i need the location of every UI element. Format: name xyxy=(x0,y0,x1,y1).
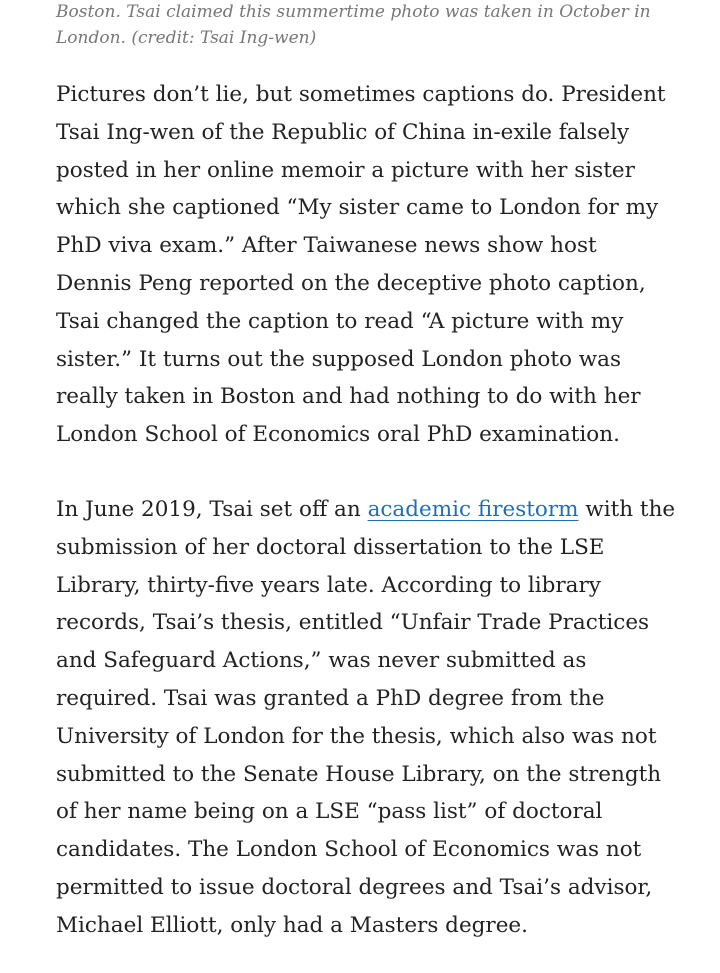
article-body xyxy=(56,0,676,945)
paragraph-2-lead-text: In June 2019, Tsai set off an xyxy=(56,496,368,522)
paragraph-2-rest-text: with the submission of her doctoral dissertation to the LSE Library, thirty-five years late. According to library records, Tsai’s thesis, entitled “Unfair Trade Practices and Safeguard Actions,” was never submitted as required. Tsai was granted a PhD degree from the University of London for the thesis, which also was not submitted to the Senate House Library, on the strength of her name being on a LSE “pass list” of doctoral candidates. The London School of Economics was not permitted to issue doctoral degrees and Tsai’s advisor, Michael Elliott, only had a Masters degree. xyxy=(56,496,676,938)
academic-firestorm-link[interactable]: academic firestorm xyxy=(367,496,579,522)
article-paragraph-2 xyxy=(56,491,676,945)
article-paragraph-1: Pictures don’t lie, but sometimes captions do. President Tsai Ing-wen of the Republic of China in-exile falsely posted in her online memoir a picture with her sister which she captioned “My sister came to London for my PhD viva exam.” After Taiwanese news show host Dennis Peng reported on the deceptive photo caption, Tsai changed the caption to read “A picture with my sister.” It turns out the supposed London photo was really taken in Boston and had nothing to do with her London School of Economics oral PhD examination. xyxy=(56,82,666,448)
photo-caption: Boston. Tsai claimed this summertime photo was taken in October in London. (credit: Tsai Ing-wen) xyxy=(56,2,651,48)
